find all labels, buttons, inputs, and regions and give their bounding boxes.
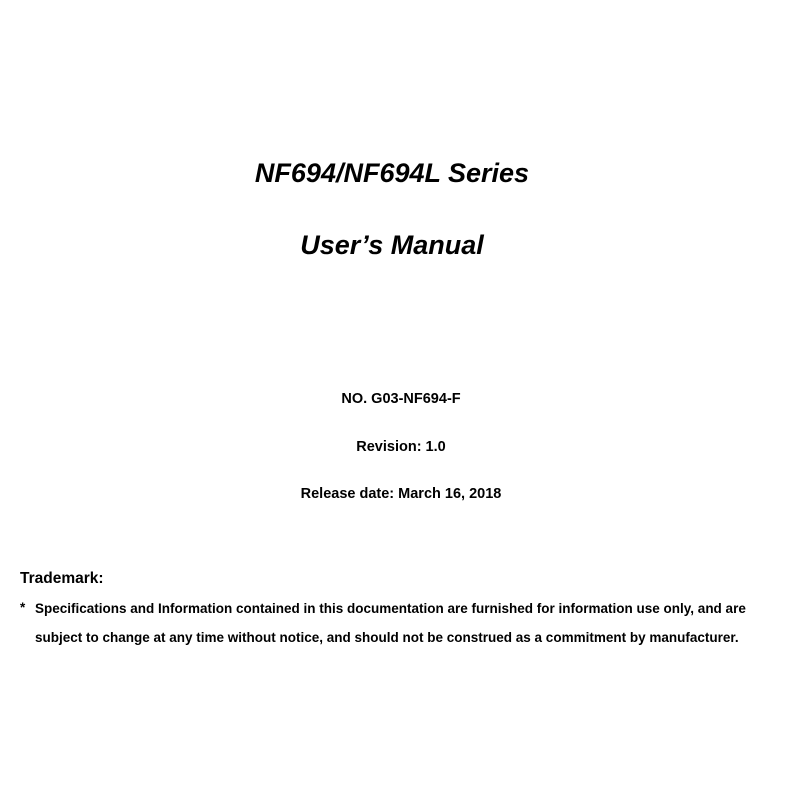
release-date: Release date: March 16, 2018	[300, 486, 502, 502]
document-subtitle: User’s Manual	[300, 230, 484, 260]
document-title: NF694/NF694L Series	[254, 158, 530, 188]
trademark-bullet: *	[20, 600, 26, 615]
revision-label: Revision: 1.0	[356, 439, 446, 455]
document-number: NO. G03-NF694-F	[341, 391, 461, 407]
trademark-heading: Trademark:	[20, 570, 104, 587]
trademark-notice: Specifications and Information contained in this documentation are furnished for information use only, and are subject to change at any time without notice, and should not be construed as a commitment by manufacturer.	[35, 601, 746, 645]
